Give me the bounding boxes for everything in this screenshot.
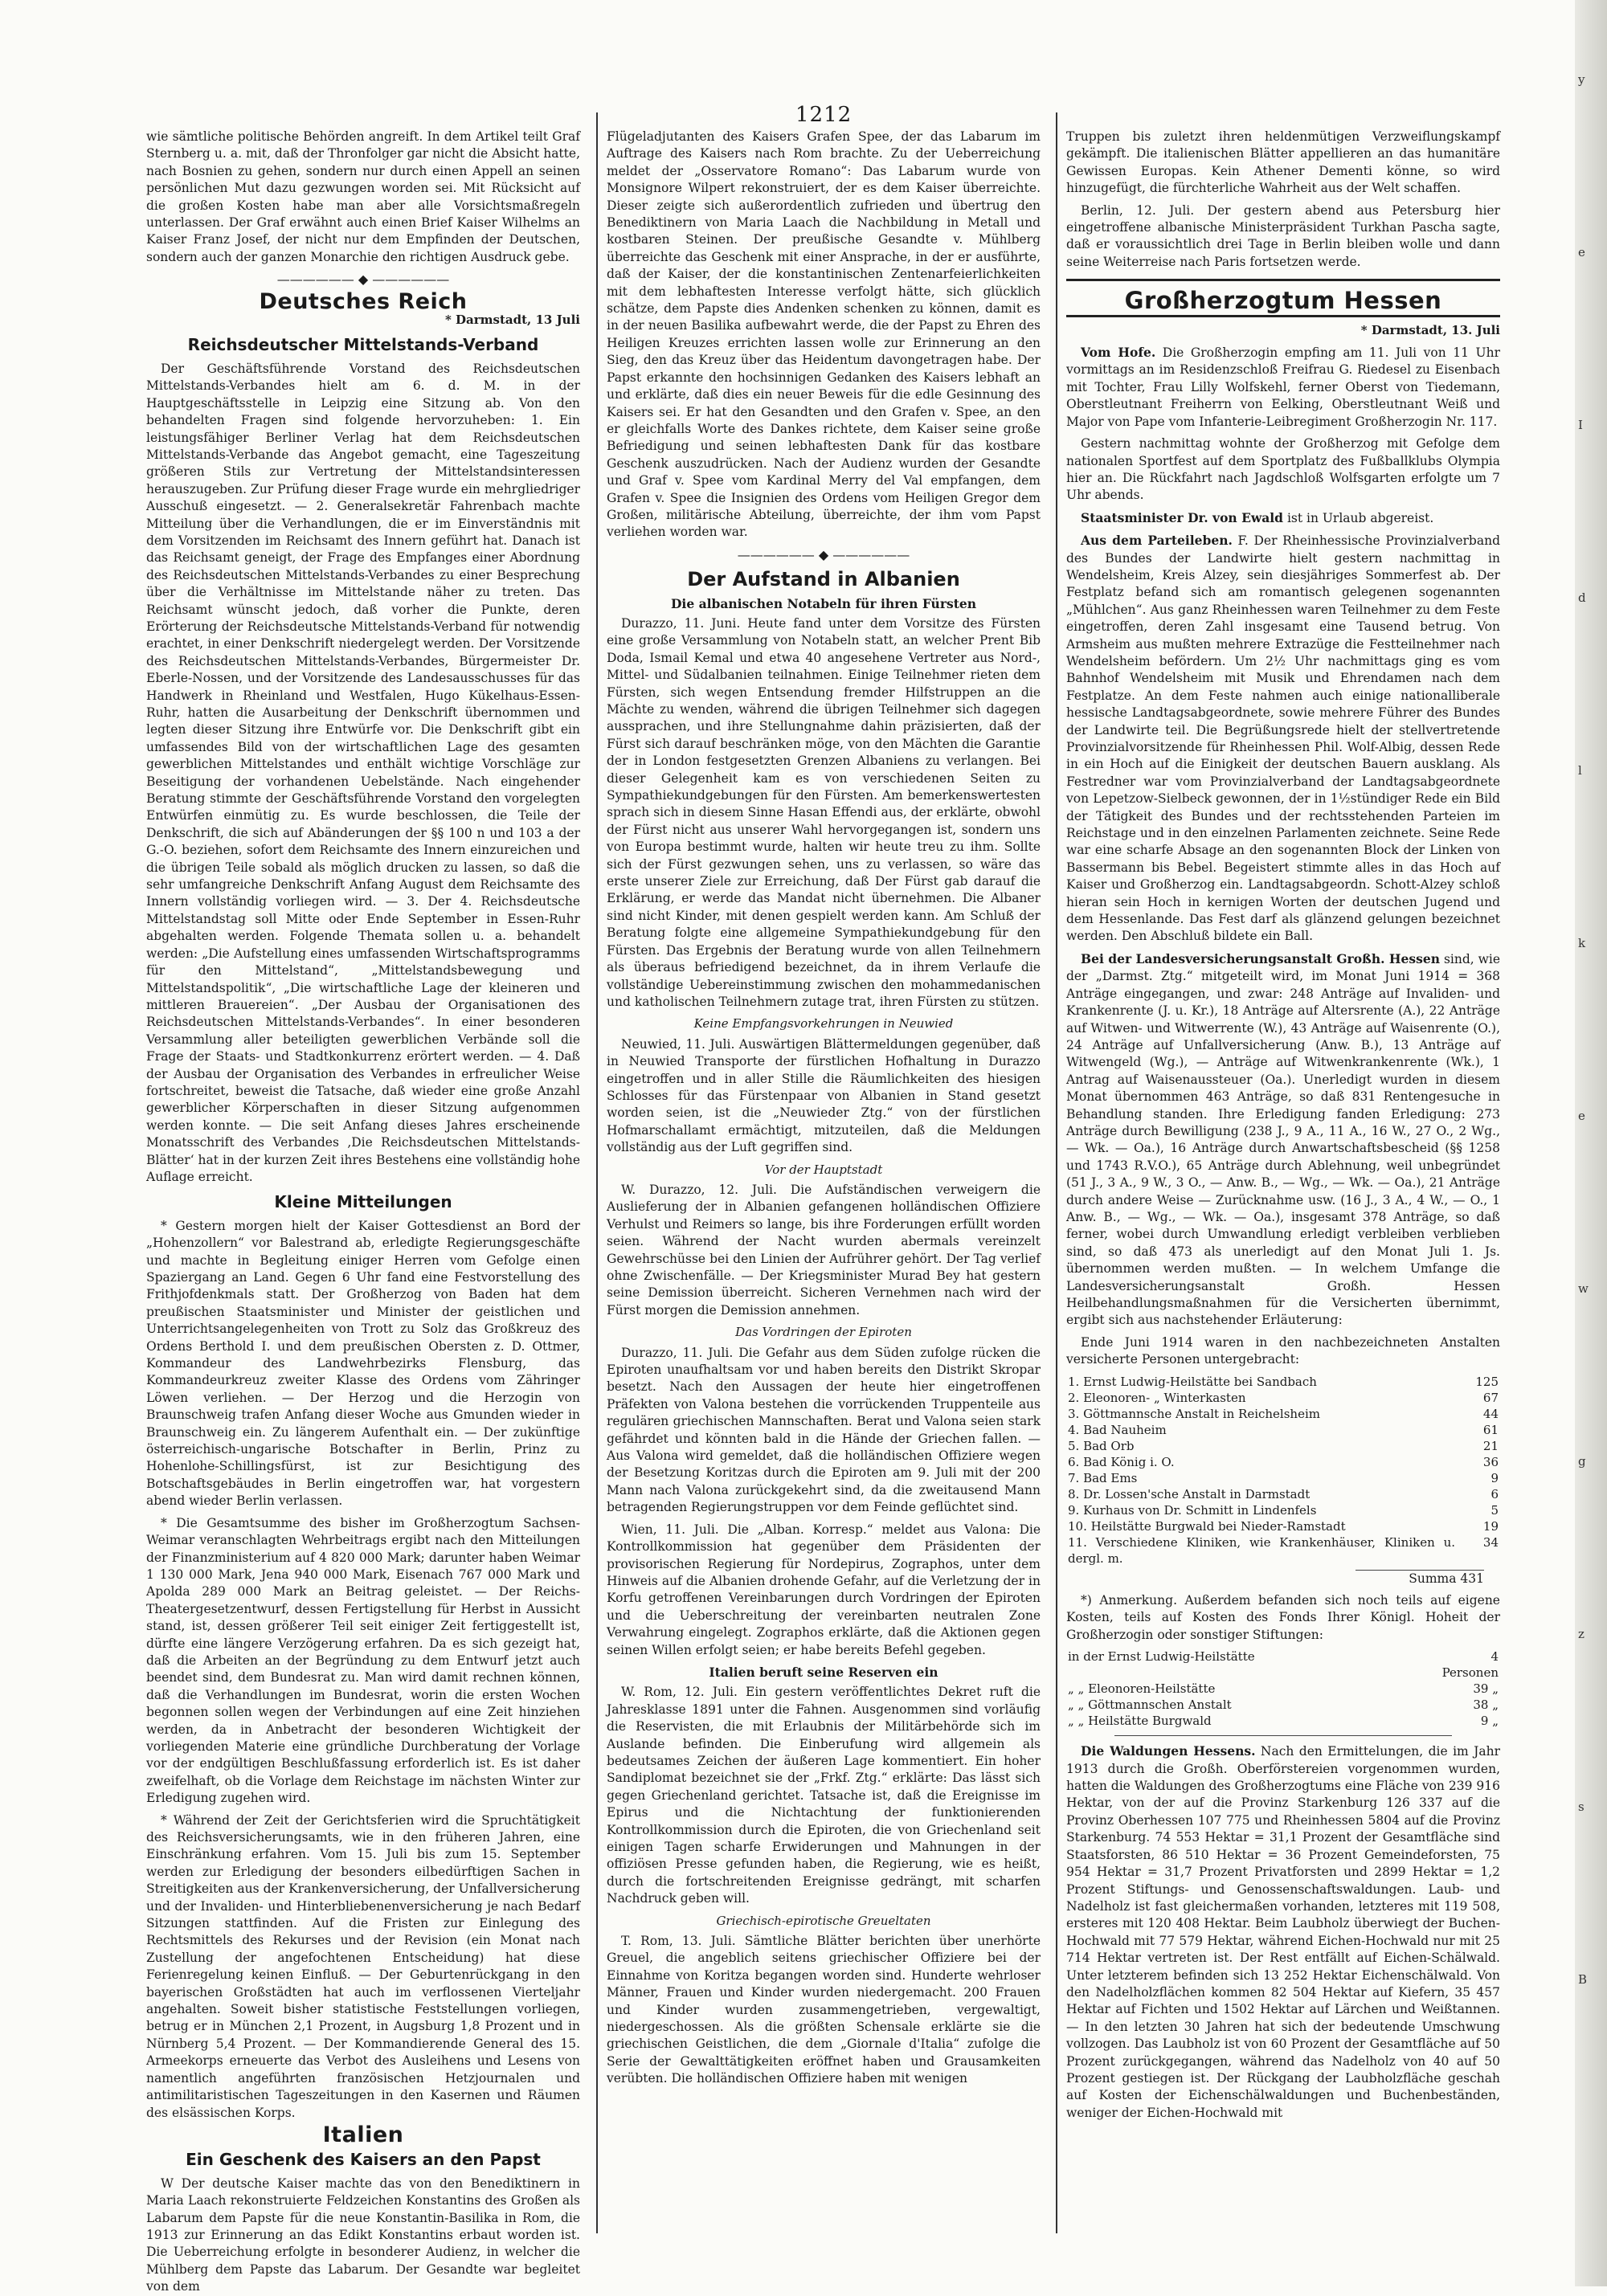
dateline: * Darmstadt, 13. Juli xyxy=(1360,322,1500,337)
article-paragraph: W. Rom, 12. Juli. Ein gestern veröffentlichtes Dekret ruft die Jahresklasse 1891 unter die Fahnen. Ausgenommen sind vorläufig die Reservisten, die mit Erlaubnis der Militärbehörde sich im Auslande befinden. Die Einberufung wird allgemein als bedeutsames Zeichen der äußeren Lage kommentiert. Ein hoher Sandiplomat bezeichnet sie der „Frkf. Ztg.“ erklärte: Das lässt sich gegen Griechenland gerichtet. Tatsache ist, daß die Ereignisse im Epirus und die Nichtachtung der funktionierenden Kontrollkommission durch die Epiroten, die von Griechenland seit einigen Tagen scharfe Erwiderungen und Mahnungen in der offiziösen Presse gefunden haben, die Regierung, wie es heißt, durch die fortschreitenden Ereignisse gedrängt, mit scharfen Nachdruck geben will. xyxy=(607,1685,1041,1906)
page-number: 1212 xyxy=(795,103,853,127)
row-label: 8. Dr. Lossen'sche Anstalt in Darmstadt xyxy=(1068,1486,1311,1501)
table-row xyxy=(1066,1374,1500,1390)
table-row xyxy=(1066,1502,1500,1518)
row-label: in der Ernst Ludwig-Heilstätte xyxy=(1068,1649,1255,1665)
row-label: 3. Göttmannsche Anstalt in Reichelsheim xyxy=(1068,1406,1320,1421)
row-value: 9 „ xyxy=(1480,1714,1499,1729)
adjacent-page-edge xyxy=(1575,0,1607,2286)
article-paragraph xyxy=(1066,532,1500,946)
row-label: „ „ Heilstätte Burgwald xyxy=(1068,1714,1212,1729)
edge-letter: e xyxy=(1578,245,1585,259)
paragraph-lead: Bei der Landesversicherungsanstalt Großh. Hessen xyxy=(1081,950,1440,966)
table-row xyxy=(1066,1648,1500,1681)
row-value: 36 xyxy=(1482,1454,1499,1469)
article-paragraph xyxy=(1066,509,1500,527)
subheadline: Das Vordringen der Epiroten xyxy=(735,1325,912,1340)
column-2 xyxy=(607,129,1041,2233)
dateline: * Darmstadt, 13 Juli xyxy=(444,313,580,328)
column-3 xyxy=(1066,129,1500,2233)
row-value: 61 xyxy=(1482,1422,1499,1437)
edge-letter: y xyxy=(1578,72,1585,87)
summa-total: Summa 431 xyxy=(1356,1570,1484,1587)
row-label: „ „ Göttmannschen Anstalt xyxy=(1068,1697,1232,1713)
edge-letter: w xyxy=(1578,1281,1589,1296)
paragraph-text: Nach den Ermittelungen, die im Jahr 1913 durch die Großh. Oberförstereien vorgenommen wurden, hatten die Waldungen des Großherzogtums eine Fläche von 239 916 Hektar, von der auf die Provinz Starkenburg 126 337 auf die Provinz Oberhessen 107 775 und Rheinhessen 5804 auf die Provinz Starkenburg. 74 553 Hektar = 31,1 Prozent der Gesamtfläche sind Staatsforsten, 86 510 Hektar = 36 Prozent Gemeindeforsten, 75 954 Hektar = 31,7 Prozent Privatforsten und 2899 Hektar = 1,2 Prozent Stiftungs- und Genossenschaftswaldungen. Laub- und Nadelholz ist fast gleichermaßen vorhanden, letzteres mit 119 508, ersteres mit 120 408 Hektar. Beim Laubholz überwiegt der Buchen-Hochwald mit 77 579 Hektar, während Eichen-Hochwald nur mit 25 714 Hektar vertreten ist. Der Rest entfällt auf Eichen-Schälwald. Unter letzterem befinden sich 13 252 Hektar Eichenschälwald. Von den Nadelholzflächen kommen 82 504 Hektar auf Kiefern, 35 457 Hektar auf Fichten und 1502 Hektar auf Lärchen und Weißtannen. — In den letzten 30 Jahren hat sich der bedeutende Umschwung vollzogen. Das Laubholz ist von 60 Prozent der Gesamtfläche auf 50 Prozent zurückgegangen, während das Nadelholz von 40 auf 50 Prozent gestiegen ist. Der Rückgang der Laubholzfläche geschah auf Kosten der Eichenschälwaldungen und Buchenbeständen, weniger der Eichen-Hochwald mit xyxy=(1066,1744,1500,2120)
institutions-table xyxy=(1066,1374,1500,1567)
row-value: 39 „ xyxy=(1473,1681,1499,1697)
column-1 xyxy=(146,129,580,2294)
edge-letter: I xyxy=(1578,418,1583,432)
article-paragraph: W. Durazzo, 12. Juli. Die Aufständischen verweigern die Auslieferung der in Albanien gefangenen holländischen Offiziere Verhulst und Reimers so lange, bis ihre Forderungen erfüllt worden seien. Während der Nacht wurden abermals vereinzelt Gewehrschüsse bei den Linien der Aufrührer gehört. Der Tag verlief ohne Zwischenfälle. — Der Kriegsminister Murad Bey hat gestern seine Demission überreicht. Sicheren Vernehmen nach wird der Fürst morgen die Demission annehmen. xyxy=(607,1182,1041,1318)
table-row xyxy=(1066,1534,1500,1567)
section-title-deutsches-reich: Deutsches Reich xyxy=(259,288,468,314)
edge-letter: B xyxy=(1578,1972,1588,1987)
table-row xyxy=(1066,1390,1500,1406)
headline-aufstand-albanien: Der Aufstand in Albanien xyxy=(687,568,960,591)
row-value: 67 xyxy=(1482,1390,1499,1405)
row-label: 7. Bad Ems xyxy=(1068,1470,1138,1485)
edge-letter: d xyxy=(1578,590,1586,605)
row-value: 125 xyxy=(1475,1374,1499,1389)
table-row xyxy=(1066,1713,1500,1729)
article-paragraph: Wien, 11. Juli. Die „Alban. Korresp.“ meldet aus Valona: Die Kontrollkommission hat gegenüber dem Präsidenten der provisorischen Regierung für Nordepirus, Zographos, unter dem Hinweis auf die Albanien drohende Gefahr, auf die Verletzung der in Korfu getroffenen Vereinbarungen durch Vordringen der Epiroten und die Ueberschreitung der vereinbarten neutralen Zone Verwahrung eingelegt. Zographos erklärte, daß die Aktionen gegen seinen Willen erfolgt seien; er habe bereits Befehl gegeben. xyxy=(607,1522,1041,1657)
row-value: 6 xyxy=(1490,1486,1499,1501)
divider xyxy=(1114,1735,1452,1736)
edge-letter: g xyxy=(1578,1454,1586,1469)
article-paragraph: Durazzo, 11. Juni. Heute fand unter dem Vorsitze des Fürsten eine große Versammlung von Notabeln statt, an welcher Prent Bib Doda, Ismail Kemal und etwa 40 angesehene Vertreter aus Nord-, Mittel- und Südalbanien teilnahmen. Einige Teilnehmer rieten dem Fürsten, sich wegen Entsendung fremder Hilfstruppen an die Mächte zu wenden, während die übrigen Teilnehmer sich dagegen aussprachen, und ihre Stellungnahme dahin präzisierten, daß der Fürst sich darauf beschränken möge, von den Mächten die Garantie der in London festgesetzten Grenzen Albaniens zu verlangen. Bei dieser Gelegenheit kam es von verschiedenen Seiten zu Sympathiekundgebungen für den Fürsten. Am bemerkenswertesten sprach sich in diesem Sinne Hasan Effendi aus, der erklärte, obwohl der Fürst nicht aus unserer Wahl hervorgegangen ist, sondern uns von Europa bestimmt wurde, halten wir heute treu zu ihm. Sollte sich der Fürst gezwungen sehen, uns zu verlassen, so wäre das erste unserer Ziele zur Erreichung, daß Der Fürst gab darauf die Erklärung, er werde das Mandat nicht übernehmen. Die Albaner sind nicht Kinder, mit denen gespielt werden kann. Am Schluß der Beratung folgte eine allgemeine Sympathiekundgebung für den Fürsten. Das Ergebnis der Beratung wurde von allen Teilnehmern als überaus befriedigend bezeichnet, da in ihrem Verlaufe die vollständige Uebereinstimmung zwischen den mohammedanischen und katholischen Teilnehmern zutage trat, ihren Fürsten zu stützen. xyxy=(607,615,1041,1009)
article-continuation: Flügeladjutanten des Kaisers Grafen Spee, der das Labarum im Auftrage des Kaisers nach Rom brachte. Zu der Ueberreichung meldet der „Osservatore Romano“: Das Labarum wurde von Monsignore Wilpert rekonstruiert, der es dem Kaiser überreichte. Dieser zeigte sich außerordentlich zufrieden und übertrug den Benediktinern von Maria Laach die Nachbildung in Metall und kostbaren Steinen. Der preußische Gesandte v. Mühlberg überreichte das Geschenk mit einer Ansprache, in der er ausführte, daß der Kaiser, der die konstantinischen Zentenarfeierlichkeiten mit dem lebhaftesten Interesse verfolgt hätte, sich glücklich schätze, dem Papste dies Andenken schenken zu können, damit es in der neuen Basilika aufbewahrt werde, die der Papst zu Ehren des Heiligen Kreuzes errichten lassen wolle zur Erinnerung an den Sieg, den das Kreuz über das Heidentum davongetragen habe. Der Papst erkannte den hochsinnigen Gedanken des Kaisers lebhaft an und erklärte, daß dies ein neuer Beweis für die edle Gesinnung des Kaisers sei. Er hat den Gesandten und den Grafen v. Spee, an den er gleichfalls Worte des Dankes richtete, dem Kaiser seine große Befriedigung und seinen lebhaftesten Dank für das kostbare Geschenk auszudrücken. Nach der Audienz wurden der Gesandte und Graf v. Spee vom Kardinal Merry del Val empfangen, dem Grafen v. Spee die Insignien des Ordens vom Heiligen Gregor dem Großen, militärische Abteilung, überreichte, der ihm vom Papst verliehen worden war. xyxy=(607,129,1041,540)
ornament-divider: —————— ◆ —————— xyxy=(737,546,910,562)
headline-geschenk-papst: Ein Geschenk des Kaisers an den Papst xyxy=(186,2150,541,2170)
article-paragraph: Durazzo, 11. Juli. Die Gefahr aus dem Süden zufolge rücken die Epiroten unaufhaltsam vor und haben bereits den Distrikt Skropar besetzt. Nach den Aussagen der heute hier eingetroffenen Präfekten von Valona bestehen die vorrückenden Truppenteile aus regulären griechischen Mannschaften. Berat und Valona seien stark gefährdet und könnten bald in die Hände der Griechen fallen. — Aus Valona wird gemeldet, daß die holländischen Offiziere wegen der Besetzung Koritzas durch die Epiroten am 9. Juli mit der 200 Mann nach Valona zurückgekehrt sind, da die zweitausend Mann betragenden Regierungstruppen vor dem Feinde geflüchtet sind. xyxy=(607,1345,1041,1515)
row-label: 9. Kurhaus von Dr. Schmitt in Lindenfels xyxy=(1068,1502,1317,1518)
row-label: 10. Heilstätte Burgwald bei Nieder-Ramstadt xyxy=(1068,1518,1346,1534)
subheadline: Die albanischen Notabeln für ihren Fürsten xyxy=(670,595,976,611)
edge-letter: s xyxy=(1578,1800,1585,1814)
subheadline: Keine Empfangsvorkehrungen in Neuwied xyxy=(693,1016,954,1032)
article-continuation: Truppen bis zuletzt ihren heldenmütigen Verzweiflungskampf gekämpft. Die italienischen Blätter appellieren an das humanitäre Gewissen Europas. Kein Athener Dementi könne, so wird hinzugefügt, die fürchterliche Wahrheit aus der Welt schaffen. xyxy=(1066,129,1500,196)
table-row xyxy=(1066,1470,1500,1486)
section-box-hessen xyxy=(1066,279,1500,317)
article-paragraph: Der Geschäftsführende Vorstand des Reichsdeutschen Mittelstands-Verbandes hielt am 6. d. M. in der Hauptgeschäftsstelle in Leipzig eine Sitzung ab. Von den behandelten Fragen sind folgende hervorzuheben: 1. Ein leistungsfähiger Berliner Verlag hat dem Reichsdeutschen Mittelstands-Verbande das Angebot gemacht, eine Tageszeitung größeren Stils zur Vertretung der Mittelstandsinteressen herauszugeben. Zur Prüfung dieser Frage wurde ein mehrgliedriger Ausschuß eingesetzt. — 2. Generalsekretär Fahrenbach machte Mitteilung über die Verhandlungen, die er im Einverständnis mit dem Vorsitzenden im Reichsamt des Innern geführt hat. Danach ist das Reichsamt geneigt, der Frage des Empfanges einer Abordnung des Reichsdeutschen Mittelstands-Verbandes zu einer Besprechung über die Verhältnisse im Mittelstande näher zu treten. Das Reichsamt wünscht jedoch, daß vorher die Punkte, deren Erörterung der Reichsdeutsche Mittelstands-Verband für notwendig erachtet, in einer Denkschrift niedergelegt werden. Der Vorsitzende des Reichsdeutschen Mittelstands-Verbandes, Bürgermeister Dr. Eberle-Nossen, und der Vorsitzende des Landesausschusses für das Handwerk in Rheinland und Westfalen, Hugo Kükelhaus-Essen-Ruhr, hatten die Ausarbeitung der Denkschrift übernommen und legten dieser Sitzung ihre Entwürfe vor. Die Denkschrift gibt ein umfassendes Bild von der wirtschaftlichen Lage des gesamten gewerblichen Mittelstandes und enthält wichtige Vorschläge zur Beseitigung der vorhandenen Uebelstände. Nach eingehender Beratung stimmte der Geschäftsführende Vorstand den vorgelegten Entwürfen einmütig zu. Es wurde beschlossen, die Teile der Denkschrift, die sich auf Abänderungen der §§ 100 n und 103 a der G.-O. beziehen, sofort dem Reichsamte des Innern einzureichen und die übrigen Teile sobald als möglich drucken zu lassen, so daß die sehr umfangreiche Denkschrift Anfang August dem Reichsamte des Innern vollständig vorliegen wird. — 3. Der 4. Reichsdeutsche Mittelstandstag soll Mitte oder Ende September in Essen-Ruhr abgehalten werden. Folgende Themata sollen u. a. behandelt werden: „Die Aufstellung eines umfassenden Wirtschaftsprogramms für den Mittelstand“, „Mittelstandsbewegung und Mittelstandspolitik“, „Die wirtschaftliche Lage der kleineren und mittleren Brauereien“. „Der Ausbau der Organisationen des Reichsdeutschen Mittelstands-Verbandes“. In einer besonderen Versammlung aller beteiligten gewerblichen Verbände soll die Frage der Staats- und Stadtkonkurrenz erörtert werden. — 4. Daß der Ausbau der Organisation des Verbandes in erfreulicher Weise fortschreitet, beweist die Tatsache, daß wieder eine große Anzahl gewerblicher Körperschaften in dieser Sitzung aufgenommen werden konnte. — Die seit Anfang dieses Jahres erscheinende Monatsschrift des Verbandes ‚Die Reichsdeutschen Mittelstands-Blätter‘ hat in der kurzen Zeit ihres Bestehens eine vollständig hohe Auflage erreicht. xyxy=(146,361,580,1184)
paragraph-text: Die Großherzogin empfing am 11. Juli von 11 Uhr vormittags an im Residenzschloß Freifrau G. Riedesel zu Eisenbach mit Tochter, Frau Lilly Wolfskehl, ferner Oberst von Tiedemann, Oberstleutnant Freiherrn von Eelking, Oberstleutnant Weiß und Major von Pape vom Infanterie-Leibregiment Großherzogin Nr. 117. xyxy=(1066,345,1500,429)
article-paragraph: * Gestern morgen hielt der Kaiser Gottesdienst an Bord der „Hohenzollern“ vor Balestrand ab, erledigte Regierungsgeschäfte und machte in Begleitung einiger Herren vom Gefolge einen Spaziergang an Land. Gegen 6 Uhr fand eine Festvorstellung des Frithjofdenkmals statt. Der Großherzog von Baden hat dem preußischen Staatsminister und Minister der geistlichen und Unterrichtsangelegenheiten von Trott zu Solz das Großkreuz des Ordens Berthold I. und dem preußischen Obersten z. D. Ottmer, Kommandeur des Landwehrbezirks Flensburg, das Kommandeurkreuz zweiter Klasse des Ordens vom Zähringer Löwen verliehen. — Der Herzog und die Herzogin von Braunschweig trafen Anfang dieser Woche aus Gmunden wieder in Braunschweig ein. Zu längerem Aufenthalt ein. — Der zukünftige österreichisch-ungarische Botschafter in Berlin, Prinz zu Hohenlohe-Schillingsfürst, ist zur Besichtigung des Botschaftsgebäudes in Berlin eingetroffen war, hat vorgestern abend wieder Berlin verlassen. xyxy=(146,1218,580,1509)
row-label: „ „ Eleonoren-Heilstätte xyxy=(1068,1681,1216,1697)
footnote-table xyxy=(1066,1648,1500,1729)
row-label: 2. Eleonoren- „ Winterkasten xyxy=(1068,1390,1246,1405)
article-paragraph xyxy=(1066,344,1500,431)
page-margin-left xyxy=(0,0,48,2286)
edge-letter: e xyxy=(1578,1109,1585,1123)
row-value: 21 xyxy=(1482,1438,1499,1453)
ornament-divider: —————— ◆ —————— xyxy=(276,272,450,288)
row-label: 5. Bad Orb xyxy=(1068,1438,1135,1453)
paragraph-text: ist in Urlaub abgereist. xyxy=(1286,510,1434,525)
table-row xyxy=(1066,1438,1500,1454)
article-paragraph: * Während der Zeit der Gerichtsferien wird die Spruchtätigkeit des Reichsversicherungsamts, wie in den früheren Jahren, eine Einschränkung erfahren. Vom 15. Juli bis zum 15. September werden zur Erledigung der besonders eilbedürftigen Sachen in Streitigkeiten aus der Krankenversicherung, der Unfallversicherung und der Invaliden- und Hinterbliebenenversicherung je nach Bedarf Sitzungen stattfinden. Auf die Fristen zur Einlegung des Rechtsmittels des Rekurses und der Revision (ein Monat nach Zustellung der angefochtenen Entscheidung) hat diese Ferienregelung keinen Einfluß. — Der Geburtenrückgang in den bayerischen Großstädten hat auch im verflossenen Vierteljahr angehalten. Soweit bisher statistische Feststellungen vorliegen, betrug er in München 2,1 Prozent, in Augsburg 1,8 Prozent und in Nürnberg 5,4 Prozent. — Der Kommandierende General des 15. Armeekorps erneuerte das Verbot des Ausleihens und Lesens von namentlich angeführten französischen Hetzjournalen und antimilitaristischen Tageszeitungen in den Kasernen und Räumen des elsässischen Korps. xyxy=(146,1812,580,2120)
table-row xyxy=(1066,1486,1500,1502)
article-paragraph: Gestern nachmittag wohnte der Großherzog mit Gefolge dem nationalen Sportfest auf dem Sportplatz des Fußballklubs Olympia hier an. Die Rückfahrt nach Jagdschloß Wolfsgarten erfolgte um 7 Uhr abends. xyxy=(1066,436,1500,503)
section-title-hessen: Großherzogtum Hessen xyxy=(1124,287,1442,315)
row-value: 9 xyxy=(1490,1470,1499,1485)
paragraph-lead: Die Waldungen Hessens. xyxy=(1081,1743,1256,1759)
article-paragraph: W Der deutsche Kaiser machte das von den Benediktinern in Maria Laach rekonstruierte Feldzeichen Konstantins des Großen als Labarum dem Papste für die neue Konstantin-Basilika in Rom, die 1913 zur Erinnerung an das Edikt Konstantins erbaut worden ist. Die Ueberreichung erfolgte in besonderer Audienz, in welcher die Mühlberg dem Papste das Labarum. Der Gesandte war begleitet von dem xyxy=(146,2175,580,2294)
column-rule-1 xyxy=(596,112,598,2233)
edge-letter: k xyxy=(1578,936,1586,950)
footnote: *) Anmerkung. Außerdem befanden sich noch teils auf eigene Kosten, teils auf Kosten des Fonds Ihrer Königl. Hoheit der Großherzogin oder sonstiger Stiftungen: xyxy=(1066,1593,1500,1642)
row-value: 38 „ xyxy=(1473,1697,1499,1713)
headline-mittelstands-verband: Reichsdeutscher Mittelstands-Verband xyxy=(187,335,539,355)
article-paragraph: Neuwied, 11. Juli. Auswärtigen Blättermeldungen gegenüber, daß in Neuwied Transporte der fürstlichen Hofhaltung in Durazzo eingetroffen und in aller Stille die Räumlichkeiten des hiesigen Schlosses für das Fürstenpaar von Albanien in Stand gesetzt worden seien, ist die „Neuwieder Ztg.“ von der fürstlichen Hofmarschallamt ermächtigt, mitzuteilen, daß die Meldungen vollständig aus der Luft gegriffen sind. xyxy=(607,1036,1041,1155)
table-row xyxy=(1066,1518,1500,1534)
table-row xyxy=(1066,1697,1500,1713)
article-paragraph xyxy=(1066,950,1500,1330)
table-row xyxy=(1066,1681,1500,1697)
edge-letter: l xyxy=(1578,763,1582,778)
row-label: 4. Bad Nauheim xyxy=(1068,1422,1167,1437)
table-row xyxy=(1066,1454,1500,1470)
paragraph-text: F. Der Rheinhessische Provinzialverband des Bundes der Landwirte hielt gestern nachmittag in Wendelsheim, Kreis Alzey, sein diesjähriges Sommerfest ab. Der Festplatz befand sich am romantisch gelegenen sogenannten „Mühlchen“. Aus ganz Rheinhessen waren Teilnehmer zu dem Feste eingetroffen, deren Zahl insgesamt eine Tausend betrug. Von Armsheim aus mußten mehrere Extrazüge die Festteilnehmer nach Wendelsheim befördern. Um 2½ Uhr nachmittags ging es vom Bahnhof Wendelsheim mit Musik und Ehrendamen nach dem Festplatze. An dem Feste nahmen auch einige nationalliberale hessische Landtagsabgeordnete, sowie mehrere Führer des Bundes der Landwirte teil. Die Begrüßungsrede hielt der stellvertretende Provinzialvorsitzende für Rheinhessen Phil. Wolf-Albig, dessen Rede in ein Hoch auf die Einigkeit der deutschen Bauern ausklang. Als Festredner war vom Provinzialverband der Landtagsabgeordnete von Lepetzow-Sielbeck gewonnen, der in 1½stündiger Rede ein Bild der Tätigkeit des Bundes und der rechtsstehenden Parteien im Reichstage und in den einzelnen Parlamenten zeichnete. Seine Rede war eine scharfe Absage an den sogenannten Block der Linken von Bassermann bis Bebel. Begeistert stimmte alles in das Hoch auf Kaiser und Großherzog ein. Landtagsabgeordn. Schott-Alzey schloß hieran sein Hoch in kernigen Worten der deutschen Jugend und dem Hessenlande. Das Fest darf als glänzend gelungen bezeichnet werden. Den Abschluß bildete ein Ball. xyxy=(1066,533,1500,944)
table-row xyxy=(1066,1406,1500,1422)
table-row xyxy=(1066,1422,1500,1438)
row-label: 1. Ernst Ludwig-Heilstätte bei Sandbach xyxy=(1068,1374,1317,1389)
article-continuation: wie sämtliche politische Behörden angreift. In dem Artikel teilt Graf Sternberg u. a. mit, daß der Thronfolger gar nicht die Absicht hatte, nach Bosnien zu gehen, sondern nur durch einen Appell an seinen persönlichen Mut dazu gezwungen worden sei. Mit Rücksicht auf die großen Kosten habe man aber alle Vorsichtsmaßregeln unterlassen. Der Graf erwähnt auch einen Brief Kaiser Wilhelms an Kaiser Franz Josef, der nicht nur dem Empfinden der Deutschen, sondern auch der ganzen Monarchie den richtigen Ausdruck gebe. xyxy=(146,129,580,264)
paragraph-text: sind, wie der „Darmst. Ztg.“ mitgeteilt wird, im Monat Juni 1914 = 368 Anträge eingegangen, und zwar: 248 Anträge auf Invaliden- und Krankenrente (J. u. Kr.), 18 Anträge auf Altersrente (A.), 22 Anträge auf Witwen- und Witwerrente (W.), 43 Anträge auf Waisenrente (O.), 24 Anträge auf Unfallversicherung (Anw. B.), 13 Anträge auf Witwengeld (Wg.), — Anträge auf Witwenkrankenrente (Wk.), 1 Antrag auf Waisenaussteuer (Oa.). Unerledigt wurden in diesem Monat übernommen 463 Anträge, so daß 831 Rentengesuche in Behandlung standen. Ihre Erledigung fanden Erledigung: 273 Anträge durch Bewilligung (238 J., 9 A., 11 A., 16 W., 27 O., 2 Wg., — Wk. — Oa.), 16 Anträge durch Anwartschaftsbescheid (§§ 1258 und 1743 R.V.O.), 65 Anträge durch Ablehnung, weil unbegründet (51 J., 3 A., 9 W., 3 O., — Anw. B., — Wg., — Wk. — Oa.), 21 Anträge durch andere Weise — Zurücknahme usw. (16 J., 3 A., 4 W., — O., 1 Anw. B., — Wg., — Wk. — Oa.), insgesamt 378 Anträge, so daß ferner, wobei durch Umwandlung erledigt verbleiben verblieben sind, so daß 473 als unerledigt auf den Monat Juli 1. Js. übernommen werden mußten. — In welchem Umfange die Landesversicherungsanstalt Großh. Hessen Heilbehandlungsmaßnahmen für die Versicherten übernimmt, ergibt sich aus nachstehender Erläuterung: xyxy=(1066,951,1501,1328)
row-value: 44 xyxy=(1482,1406,1499,1421)
article-paragraph: Berlin, 12. Juli. Der gestern abend aus Petersburg hier eingetroffene albanische Ministerpräsident Turkhan Pascha sagte, daß er voraussichtlich drei Tage in Berlin bleiben wolle und dann seine Weiterreise nach Paris fortsetzen werde. xyxy=(1066,202,1500,269)
column-rule-2 xyxy=(1056,112,1057,2233)
edge-letter: z xyxy=(1578,1627,1585,1641)
list-intro: Ende Juni 1914 waren in den nachbezeichneten Anstalten versicherte Personen untergebracht: xyxy=(1066,1334,1500,1367)
paragraph-lead: Vom Hofe. xyxy=(1081,345,1156,361)
article-paragraph xyxy=(1066,1742,1500,2122)
row-label: 11. Verschiedene Kliniken, wie Krankenhäuser, Kliniken u. dergl. m. xyxy=(1068,1534,1455,1566)
row-value: 5 xyxy=(1490,1502,1499,1518)
subheadline: Italien beruft seine Reserven ein xyxy=(709,1664,938,1680)
row-value: 19 xyxy=(1482,1518,1499,1534)
headline-kleine-mitteilungen: Kleine Mitteilungen xyxy=(274,1192,452,1212)
paragraph-lead: Aus dem Parteileben. xyxy=(1081,533,1233,549)
section-title-italien: Italien xyxy=(322,2122,404,2147)
row-value: 4 Personen xyxy=(1441,1649,1499,1681)
subheadline: Vor der Hauptstadt xyxy=(764,1162,883,1177)
subheadline: Griechisch-epirotische Greueltaten xyxy=(716,1913,931,1928)
row-label: 6. Bad König i. O. xyxy=(1068,1454,1175,1469)
article-paragraph: T. Rom, 13. Juli. Sämtliche Blätter berichten über unerhörte Greuel, die angeblich seitens griechischer Offiziere bei der Einnahme von Koritza begangen worden sind. Hunderte wehrloser Männer, Frauen und Kinder wurden niedergemacht. 200 Frauen und Kinder wurden zusammengetrieben, vergewaltigt, niedergeschossen. Als die größten Schensale erklärte sie die griechischen Geistlichen, die dem „Giornale d'Italia“ zufolge die Serie der Gewalttätigkeiten eröffnet haben und Grausamkeiten verübten. Die holländischen Offiziere haben mit wenigen xyxy=(607,1934,1041,2086)
article-paragraph: * Die Gesamtsumme des bisher im Großherzogtum Sachsen-Weimar veranschlagten Wehrbeitrags ergibt nach den Mitteilungen der Finanzministerium auf 4 820 000 Mark; darunter haben Weimar 1 130 000 Mark, Jena 940 000 Mark, Eisenach 767 000 Mark und Apolda 289 000 Mark an Beitrag geleistet. — Der Reichs-Theatergesetzentwurf, dessen Fertigstellung für Herbst in Aussicht stand, ist, dessen größerer Teil seit einiger Zeit fertiggestellt ist, dürfte eine längere Verzögerung erfahren. Da es sich gezeigt hat, daß die Arbeiten an der Begründung zu dem Entwurf jetzt auch beendet sind, dem Bundesrat zu. Man wird damit rechnen können, daß die Verhandlungen im Bundesrat, worin die ersten Wochen begonnen sollen wegen der Verbindungen auf eine Zeit hinziehen werden, da in Anbetracht der besonderen Wichtigkeit der vorliegenden Materie eine gründliche Durchberatung der Vorlage vor der endgültigen Beschlußfassung erforderlich ist. Es ist daher zweifelhaft, ob die Vorlage dem Reichstage im nächsten Winter zur Erledigung zugehen wird. xyxy=(146,1515,580,1806)
row-value: 34 xyxy=(1482,1534,1499,1550)
paragraph-lead: Staatsminister Dr. von Ewald xyxy=(1081,509,1283,525)
